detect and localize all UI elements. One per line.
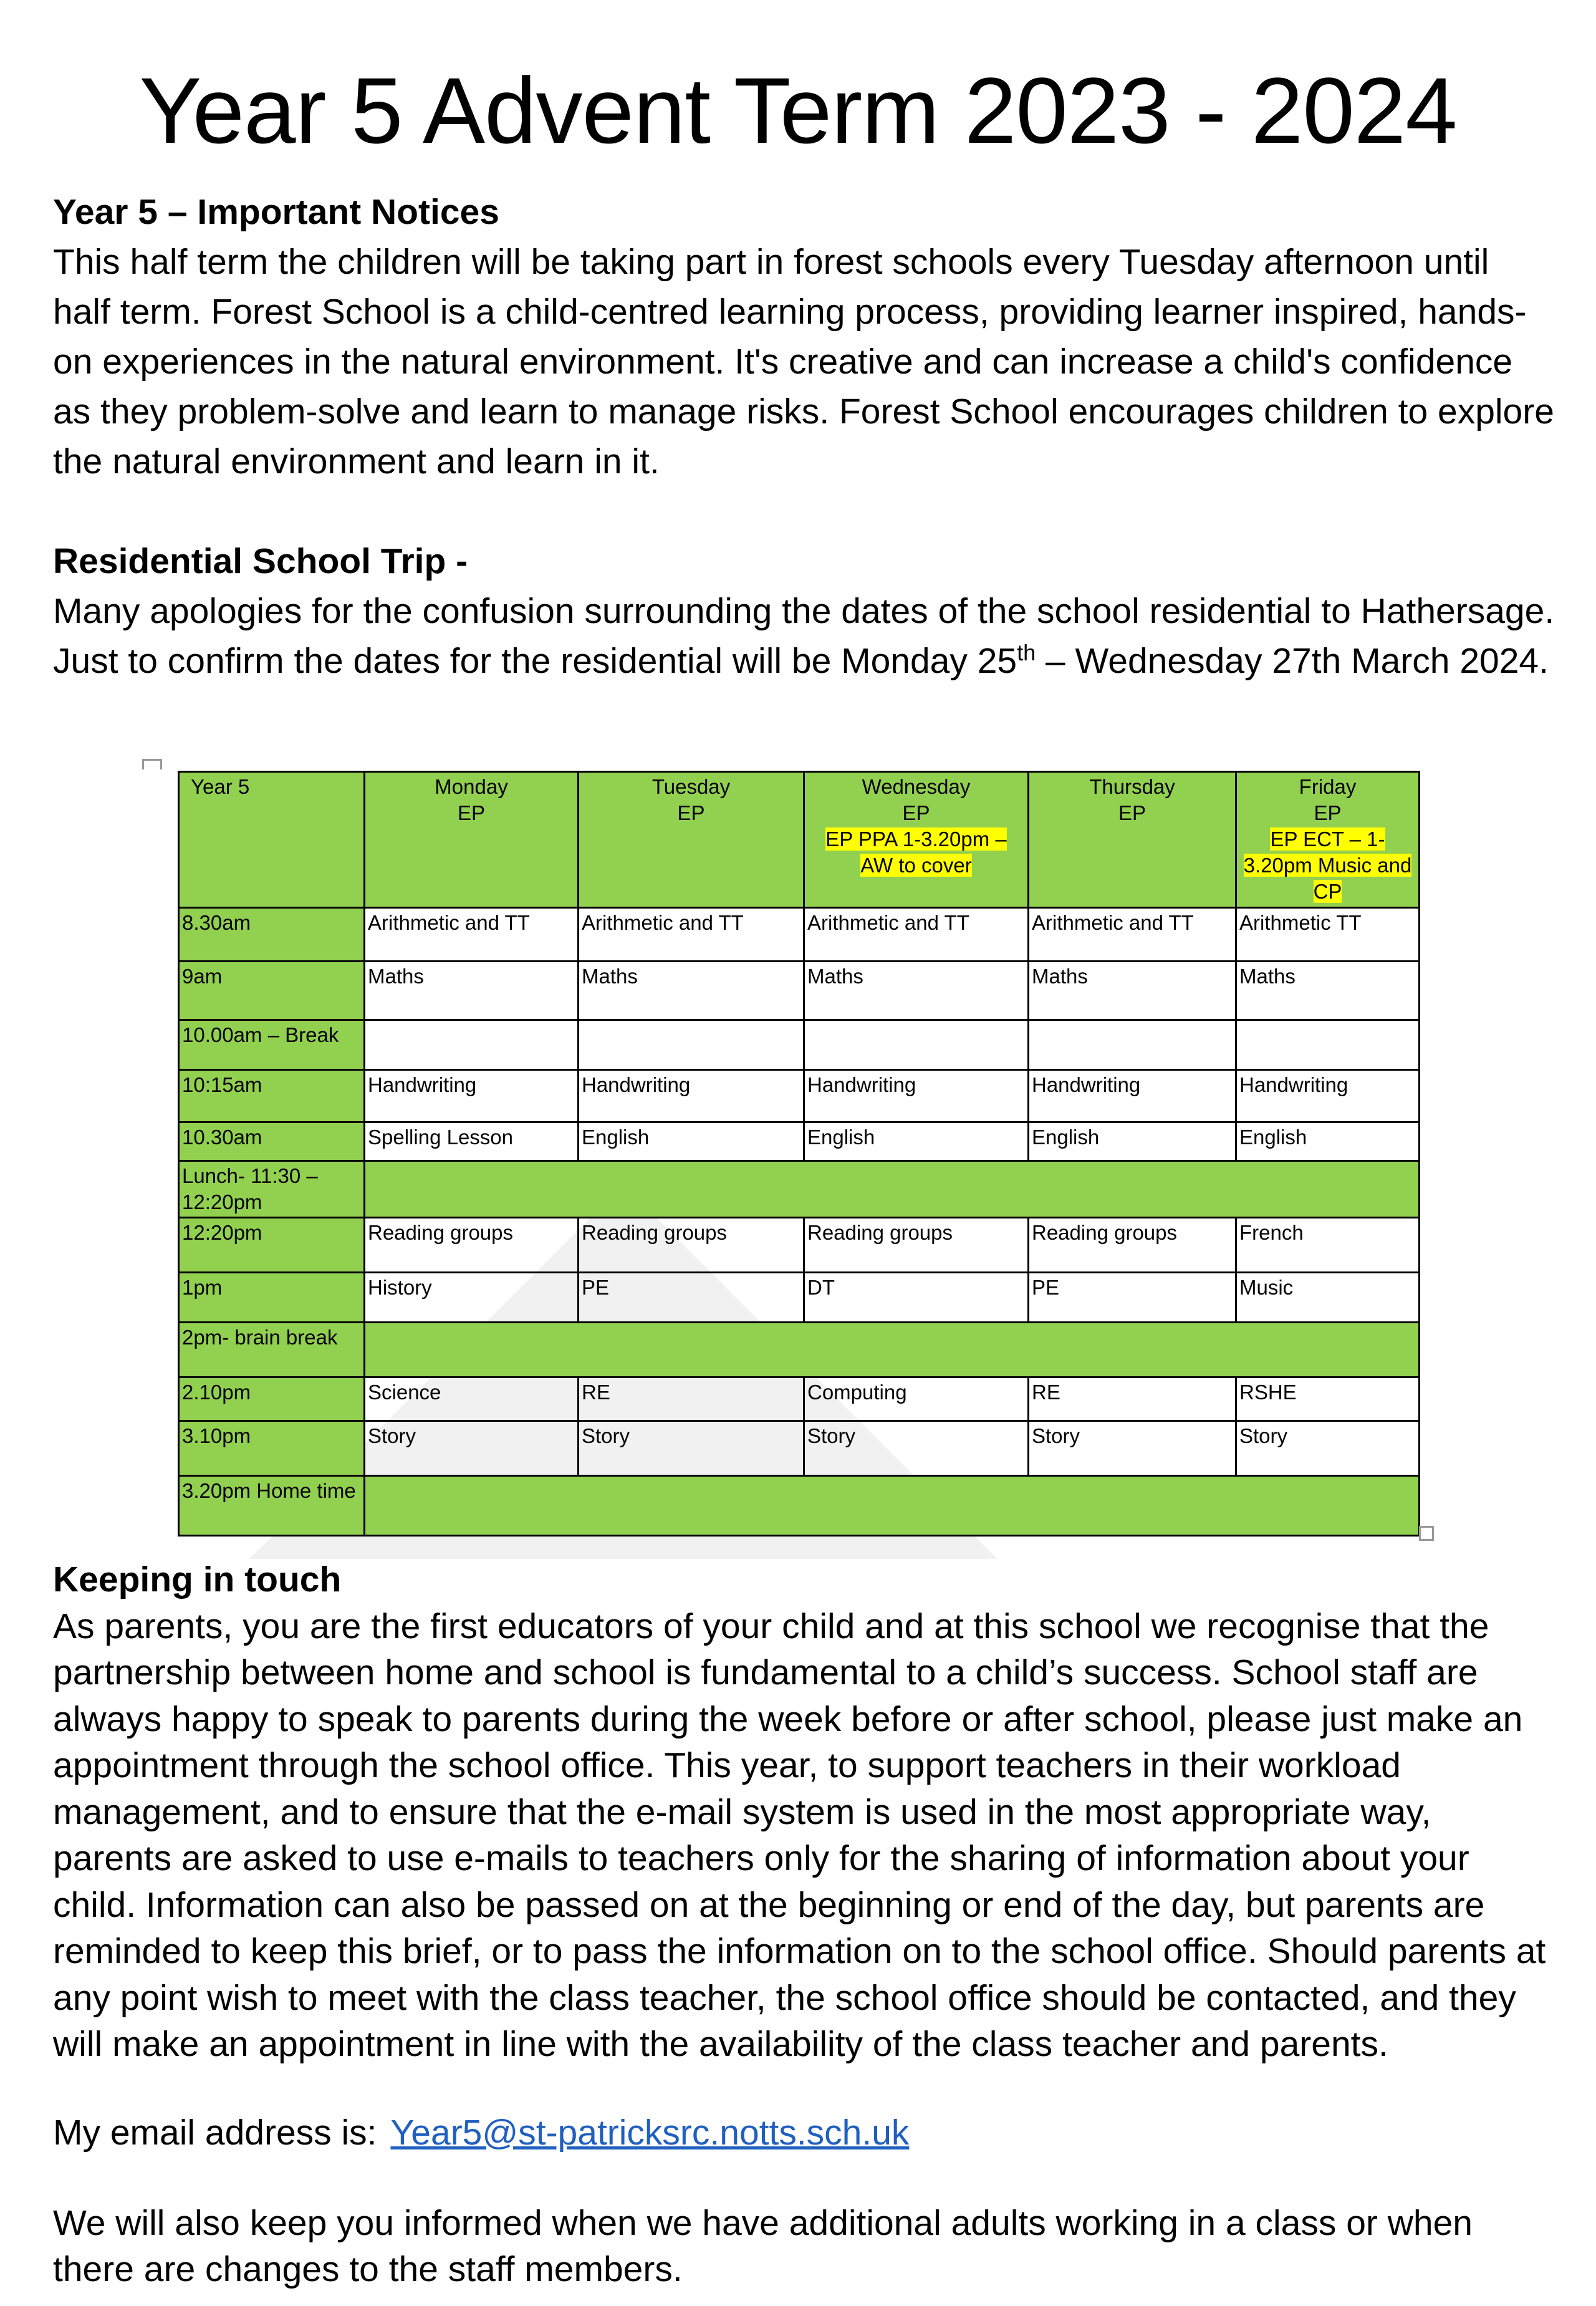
lesson-cell: Story xyxy=(1029,1421,1236,1476)
lesson-cell: English xyxy=(579,1122,804,1161)
lesson-cell: Handwriting xyxy=(365,1070,579,1122)
lesson-cell: Handwriting xyxy=(1029,1070,1236,1122)
time-cell: 10.00am – Break xyxy=(179,1020,365,1070)
time-cell: 9am xyxy=(179,962,365,1020)
residential-body-end: – Wednesday 27th March 2024. xyxy=(1036,641,1549,681)
lesson-cell: Story xyxy=(1236,1421,1420,1476)
table-move-handle[interactable] xyxy=(142,759,162,769)
day-teacher: EP xyxy=(902,801,930,824)
table-row xyxy=(179,1218,1420,1273)
table-row xyxy=(179,1377,1420,1421)
lesson-cell: Music xyxy=(1236,1273,1420,1323)
header-day xyxy=(1029,772,1236,908)
lesson-cell: Handwriting xyxy=(579,1070,804,1122)
day-note: EP PPA 1-3.20pm – AW to cover xyxy=(825,827,1007,877)
header-day xyxy=(1236,772,1420,908)
day-teacher: EP xyxy=(677,801,705,824)
residential-body xyxy=(53,586,1555,686)
notices-heading: Year 5 – Important Notices xyxy=(53,192,499,232)
lesson-cell: Story xyxy=(365,1421,579,1476)
closing-section xyxy=(53,2200,1555,2292)
lesson-cell xyxy=(365,1020,579,1070)
time-cell: 1pm xyxy=(179,1273,365,1323)
lesson-cell: History xyxy=(365,1273,579,1323)
table-resize-handle[interactable] xyxy=(1419,1526,1434,1541)
lesson-cell: Arithmetic TT xyxy=(1236,908,1420,962)
lunch-band xyxy=(365,1161,1420,1218)
time-cell: 3.10pm xyxy=(179,1421,365,1476)
lesson-cell: RSHE xyxy=(1236,1377,1420,1421)
lesson-cell: Arithmetic and TT xyxy=(579,908,804,962)
day-name: Monday xyxy=(435,775,508,798)
lesson-cell: English xyxy=(1236,1122,1420,1161)
residential-heading: Residential School Trip - xyxy=(53,541,468,581)
lesson-cell: Arithmetic and TT xyxy=(804,908,1029,962)
time-cell: 3.20pm Home time xyxy=(179,1476,365,1536)
lesson-cell: Arithmetic and TT xyxy=(1029,908,1236,962)
lesson-cell: Maths xyxy=(365,962,579,1020)
time-cell: 10:15am xyxy=(179,1070,365,1122)
time-cell: 10.30am xyxy=(179,1122,365,1161)
lesson-cell: Story xyxy=(804,1421,1029,1476)
time-cell: 2.10pm xyxy=(179,1377,365,1421)
email-label: My email address is: xyxy=(53,2113,377,2153)
residential-body-start: Many apologies for the confusion surrounding the dates of the school residential to Hathersage. Just to confirm the dates for the residential will be Monday 25 xyxy=(53,591,1555,681)
email-link[interactable]: Year5@st-patricksrc.notts.sch.uk xyxy=(390,2113,910,2153)
lesson-cell: Maths xyxy=(579,962,804,1020)
table-row-home-time xyxy=(179,1476,1420,1536)
lesson-cell: Handwriting xyxy=(1236,1070,1420,1122)
residential-sup: th xyxy=(1017,640,1036,665)
lesson-cell xyxy=(579,1020,804,1070)
lesson-cell: Maths xyxy=(1029,962,1236,1020)
day-teacher: EP xyxy=(1314,801,1342,824)
timetable-grid xyxy=(178,771,1420,1537)
table-row xyxy=(179,962,1420,1020)
timetable xyxy=(178,771,1418,1527)
lesson-cell: RE xyxy=(1029,1377,1236,1421)
header-corner: Year 5 xyxy=(179,772,365,908)
time-cell: Lunch- 11:30 – 12:20pm xyxy=(179,1161,365,1218)
lesson-cell: Reading groups xyxy=(365,1218,579,1273)
lesson-cell: RE xyxy=(579,1377,804,1421)
lesson-cell: Spelling Lesson xyxy=(365,1122,579,1161)
day-note: EP ECT – 1-3.20pm Music and CP xyxy=(1243,827,1412,903)
lesson-cell: Science xyxy=(365,1377,579,1421)
lesson-cell: English xyxy=(804,1122,1029,1161)
lesson-cell: Story xyxy=(579,1421,804,1476)
lesson-cell: Computing xyxy=(804,1377,1029,1421)
lesson-cell: Handwriting xyxy=(804,1070,1029,1122)
lesson-cell: French xyxy=(1236,1218,1420,1273)
lesson-cell xyxy=(1029,1020,1236,1070)
table-row xyxy=(179,1122,1420,1161)
day-teacher: EP xyxy=(457,801,486,824)
day-name: Wednesday xyxy=(862,775,971,798)
day-name: Thursday xyxy=(1089,775,1175,798)
notices-body: This half term the children will be taking part in forest schools every Tuesday afternoon until half term. Forest School is a child-centred learning process, providing learner inspired, hands-on experiences in the natural environment. It's creative and can increase a child's confidence as they problem-solve and learn to manage risks. Forest School encourages children to explore the natural environment and learn in it. xyxy=(53,242,1554,481)
timetable-header-row xyxy=(179,772,1420,908)
header-day xyxy=(804,772,1029,908)
page-title: Year 5 Advent Term 2023 - 2024 xyxy=(139,58,1457,163)
table-row-brain-break xyxy=(179,1323,1420,1377)
day-teacher: EP xyxy=(1118,801,1147,824)
lesson-cell xyxy=(1236,1020,1420,1070)
table-row xyxy=(179,908,1420,962)
table-row xyxy=(179,1020,1420,1070)
header-day xyxy=(365,772,579,908)
lesson-cell: English xyxy=(1029,1122,1236,1161)
day-name: Friday xyxy=(1299,775,1357,798)
closing-text: We will also keep you informed when we have additional adults working in a class or when there are changes to the staff members. xyxy=(53,2203,1473,2289)
email-line xyxy=(53,2108,1555,2158)
brain-break-band xyxy=(365,1323,1420,1377)
lesson-cell: Arithmetic and TT xyxy=(365,908,579,962)
keeping-heading: Keeping in touch xyxy=(53,1560,342,1599)
time-cell: 2pm- brain break xyxy=(179,1323,365,1377)
lesson-cell: Reading groups xyxy=(579,1218,804,1273)
time-cell: 8.30am xyxy=(179,908,365,962)
lesson-cell: Reading groups xyxy=(804,1218,1029,1273)
lesson-cell: DT xyxy=(804,1273,1029,1323)
keeping-section xyxy=(53,1556,1555,2068)
table-row-lunch xyxy=(179,1161,1420,1218)
lesson-cell: PE xyxy=(1029,1273,1236,1323)
table-row xyxy=(179,1070,1420,1122)
notices-section xyxy=(53,187,1555,486)
time-cell: 12:20pm xyxy=(179,1218,365,1273)
table-row xyxy=(179,1421,1420,1476)
header-day xyxy=(579,772,804,908)
home-time-band xyxy=(365,1476,1420,1536)
lesson-cell: Maths xyxy=(1236,962,1420,1020)
lesson-cell xyxy=(804,1020,1029,1070)
day-name: Tuesday xyxy=(651,775,731,798)
table-row xyxy=(179,1273,1420,1323)
lesson-cell: PE xyxy=(579,1273,804,1323)
lesson-cell: Reading groups xyxy=(1029,1218,1236,1273)
residential-section xyxy=(53,536,1555,686)
keeping-body: As parents, you are the first educators of your child and at this school we recognise that the partnership between home and school is fundamental to a child’s success. School staff are always happy to speak to parents during the week before or after school, please just make an appointment through the school office. This year, to support teachers in their workload management, and to ensure that the e-mail system is used in the most appropriate way, parents are asked to use e-mails to teachers only for the sharing of information about your child. Information can also be passed on at the beginning or end of the day, but parents are reminded to keep this brief, or to pass the information on to the school office. Should parents at any point wish to meet with the class teacher, the school office should be contacted, and they will make an appointment in line with the availability of the class teacher and parents. xyxy=(53,1606,1546,2064)
lesson-cell: Maths xyxy=(804,962,1029,1020)
